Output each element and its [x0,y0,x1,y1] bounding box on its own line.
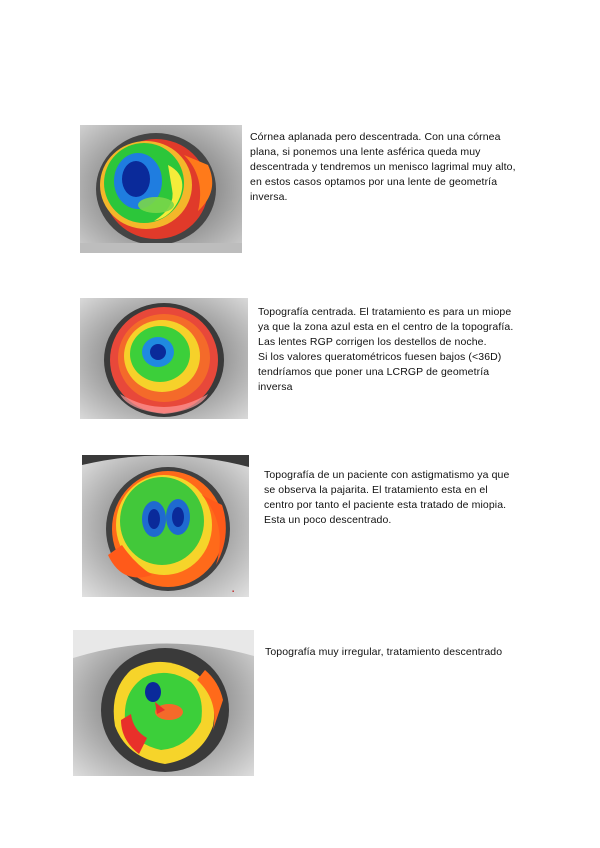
corneal-topography-image-1 [80,125,242,253]
caption-line: Esta un poco descentrado. [264,514,392,526]
caption-line: centro por tanto el paciente esta tratado de miopia. [264,499,507,511]
caption-line: Topografía centrada. El tratamiento es para un miope [258,306,512,318]
caption-line: tendríamos que poner una LCRGP de geometría [258,366,490,378]
svg-text:▪: ▪ [232,589,235,595]
caption-line: Córnea aplanada pero descentrada. Con una córnea [250,131,501,143]
caption-line: en estos casos optamos por una lente de geometría [250,176,498,188]
caption-line: Las lentes RGP corrigen los destellos de noche. [258,336,487,348]
caption-line: se observa la pajarita. El tratamiento esta en el [264,484,488,496]
caption-line: Topografía muy irregular, tratamiento descentrado [265,646,503,658]
corneal-topography-image-2 [80,298,248,419]
caption-line: inversa [258,381,293,393]
corneal-topography-image-3 [82,455,249,597]
caption-line: Si los valores queratométricos fuesen bajos (<36D) [258,351,502,363]
caption-line: Topografía de un paciente con astigmatismo ya que [264,469,510,481]
caption-line: inversa. [250,191,288,203]
corneal-topography-image-4 [73,630,254,776]
caption-line: ya que la zona azul esta en el centro de la topografía. [258,321,514,333]
caption-line: plana, si ponemos una lente asférica queda muy [250,146,481,158]
caption-line: descentrada y tendremos un menisco lagrimal muy alto, [250,161,516,173]
